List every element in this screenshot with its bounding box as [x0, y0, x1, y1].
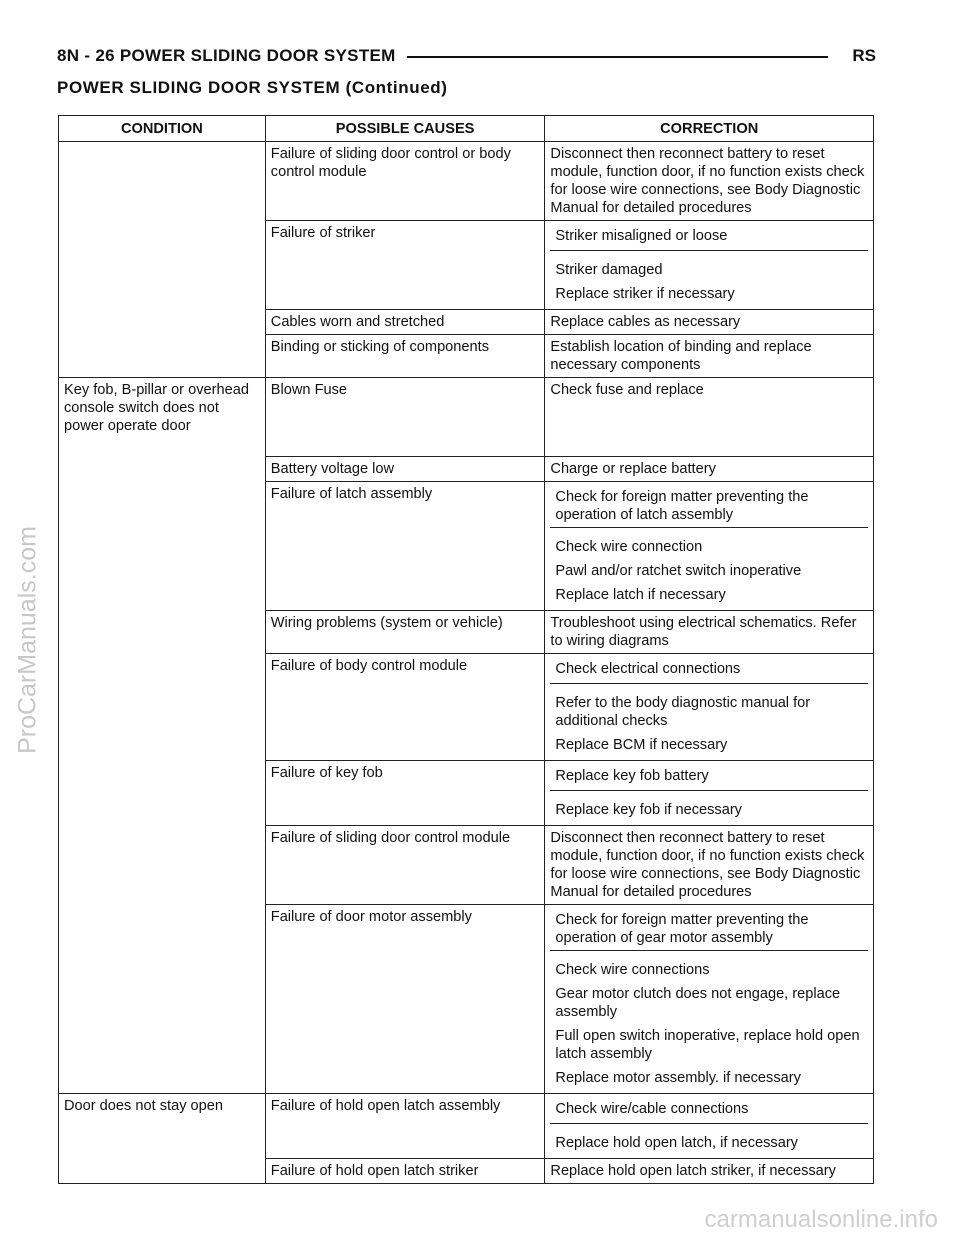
correction-cell	[545, 761, 874, 826]
cause-cell: Failure of key fob	[265, 761, 545, 826]
cause-cell: Failure of latch assembly	[265, 482, 545, 611]
correction-item: Replace striker if necessary	[555, 286, 735, 302]
correction-item: Gear motor clutch does not engage, replace assembly	[555, 986, 841, 1020]
correction-item: Check for foreign matter preventing the operation of gear motor assembly	[550, 908, 868, 951]
cause-cell: Failure of door motor assembly	[265, 905, 545, 1094]
correction-item: Replace key fob battery	[550, 764, 868, 791]
correction-item: Check for foreign matter preventing the operation of latch assembly	[550, 485, 868, 528]
cause-cell: Wiring problems (system or vehicle)	[265, 611, 545, 654]
correction-item: Replace key fob if necessary	[555, 802, 742, 818]
header-condition: CONDITION	[59, 116, 266, 142]
correction-cell: Replace cables as necessary	[545, 310, 874, 335]
correction-item: Replace motor assembly. if necessary	[555, 1070, 801, 1086]
correction-item: Replace BCM if necessary	[555, 737, 728, 753]
table-row	[59, 378, 874, 457]
bottom-watermark: carmanualsonline.info	[704, 1206, 938, 1233]
cause-cell: Binding or sticking of components	[265, 335, 545, 378]
page-header-code: RS	[852, 46, 876, 65]
header-rule	[407, 56, 828, 58]
correction-item: Full open switch inoperative, replace hold open latch assembly	[555, 1028, 860, 1062]
correction-cell: Charge or replace battery	[545, 457, 874, 482]
table-row	[59, 1094, 874, 1159]
cause-cell: Failure of hold open latch striker	[265, 1159, 545, 1184]
correction-cell: Disconnect then reconnect battery to reset module, function door, if no function exists check for loose wire connections, see Body Diagnostic Manual for detailed procedures	[545, 142, 874, 221]
correction-cell: Disconnect then reconnect battery to reset module, function door, if no function exists check for loose wire connections, see Body Diagnostic Manual for detailed procedures	[545, 826, 874, 905]
cause-cell: Failure of striker	[265, 221, 545, 310]
correction-item: Striker damaged	[555, 262, 663, 278]
cause-cell: Failure of hold open latch assembly	[265, 1094, 545, 1159]
cause-cell: Failure of body control module	[265, 654, 545, 761]
correction-cell: Replace hold open latch striker, if necessary	[545, 1159, 874, 1184]
cause-cell: Failure of sliding door control module	[265, 826, 545, 905]
condition-cell	[59, 142, 266, 378]
correction-cell: Troubleshoot using electrical schematics. Refer to wiring diagrams	[545, 611, 874, 654]
header-possible-causes: POSSIBLE CAUSES	[265, 116, 545, 142]
correction-item: Pawl and/or ratchet switch inoperative	[555, 563, 802, 579]
cause-cell: Blown Fuse	[265, 378, 545, 457]
correction-item: Refer to the body diagnostic manual for additional checks	[555, 695, 811, 729]
correction-item: Replace hold open latch, if necessary	[555, 1135, 798, 1151]
correction-item: Replace latch if necessary	[555, 587, 726, 603]
correction-cell: Check fuse and replace	[545, 378, 874, 457]
correction-item: Check wire connections	[555, 962, 710, 978]
side-watermark: ProCarManuals.com	[13, 526, 42, 754]
table-row	[59, 142, 874, 221]
correction-item: Check wire connection	[555, 539, 703, 555]
page-header	[57, 46, 876, 74]
correction-cell	[545, 654, 874, 761]
header-correction: CORRECTION	[545, 116, 874, 142]
correction-item: Check wire/cable connections	[550, 1097, 868, 1124]
cause-cell: Failure of sliding door control or body control module	[265, 142, 545, 221]
cause-cell: Battery voltage low	[265, 457, 545, 482]
table-header-row	[59, 116, 874, 142]
correction-cell: Establish location of binding and replace necessary components	[545, 335, 874, 378]
condition-cell: Key fob, B-pillar or overhead console switch does not power operate door	[59, 378, 266, 1094]
correction-cell	[545, 482, 874, 611]
section-subtitle: POWER SLIDING DOOR SYSTEM (Continued)	[57, 78, 448, 97]
correction-item: Check electrical connections	[550, 657, 868, 684]
page-header-title: 8N - 26 POWER SLIDING DOOR SYSTEM	[57, 46, 396, 65]
cause-cell: Cables worn and stretched	[265, 310, 545, 335]
correction-item: Striker misaligned or loose	[550, 224, 868, 251]
correction-cell	[545, 905, 874, 1094]
correction-cell	[545, 221, 874, 310]
condition-cell: Door does not stay open	[59, 1094, 266, 1184]
correction-cell	[545, 1094, 874, 1159]
diagnosis-table	[58, 115, 874, 1184]
